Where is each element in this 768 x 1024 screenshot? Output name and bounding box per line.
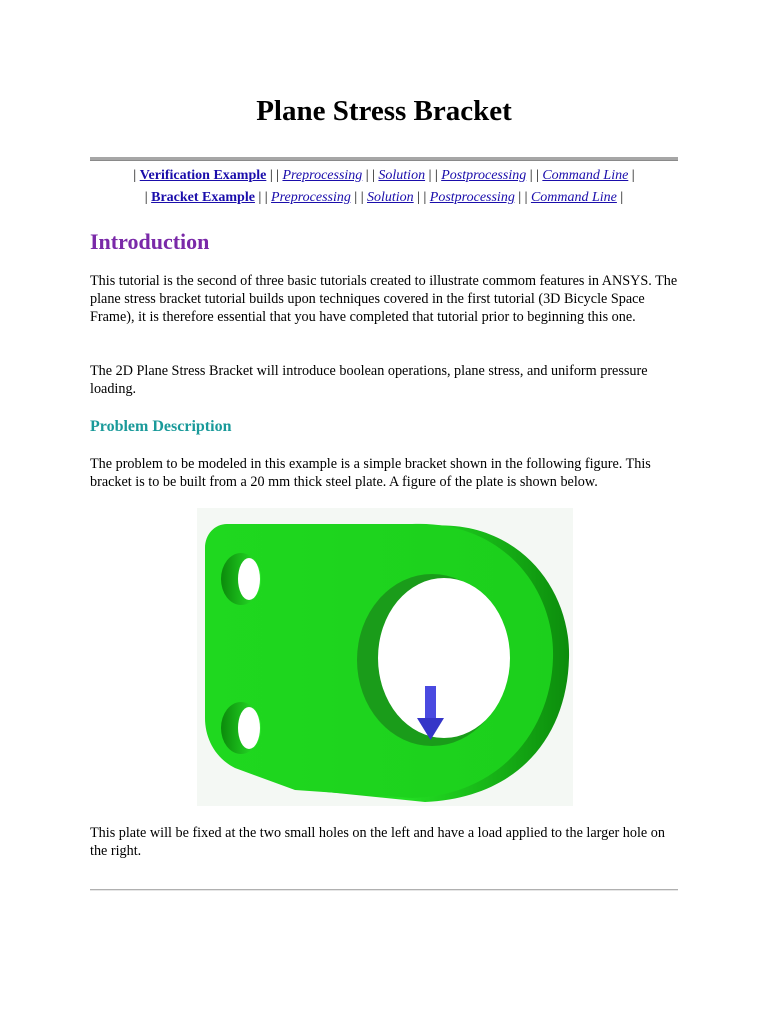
- nav-separator: |: [631, 168, 635, 183]
- header-divider: [90, 157, 678, 161]
- nav-separator: | |: [258, 190, 268, 205]
- nav-link-bracket-example[interactable]: Bracket Example: [151, 190, 255, 205]
- introduction-heading: Introduction: [90, 229, 210, 254]
- nav-separator: | |: [417, 190, 427, 205]
- nav-link-verification-solution[interactable]: Solution: [378, 168, 426, 183]
- nav-link-verification-postprocessing[interactable]: Postprocessing: [441, 168, 527, 183]
- nav-link-bracket-solution[interactable]: Solution: [367, 190, 414, 205]
- problem-paragraph-2: This plate will be fixed at the two small holes on the left and have a load applied to the larger hole on the right.: [90, 825, 665, 859]
- nav-separator: | |: [365, 168, 375, 183]
- small-hole-top-inner: [238, 558, 260, 600]
- bracket-figure: [197, 508, 573, 806]
- large-hole-inner: [378, 578, 510, 738]
- nav-separator: | |: [518, 190, 528, 205]
- nav-separator: | |: [354, 190, 364, 205]
- bracket-plate-illustration: [197, 508, 573, 806]
- nav-link-bracket-command-line[interactable]: Command Line: [530, 190, 617, 205]
- introduction-paragraph-1: This tutorial is the second of three basic tutorials created to illustrate commom features in ANSYS. The plane stress bracket tutorial builds upon techniques covered in the first tutorial (3D Bicycle Space Frame), it is therefore essential that you have completed that tutorial prior to beginning this one.: [90, 273, 678, 325]
- nav-separator: | |: [529, 168, 539, 183]
- small-hole-bottom-inner: [238, 707, 260, 749]
- nav-separator: |: [144, 190, 148, 205]
- footer-divider: [90, 889, 678, 891]
- problem-description-heading: Problem Description: [90, 418, 232, 435]
- introduction-paragraph-2: The 2D Plane Stress Bracket will introduce boolean operations, plane stress, and uniform pressure loading.: [90, 363, 648, 397]
- nav-link-verification-example[interactable]: Verification Example: [139, 168, 267, 183]
- nav-separator: |: [133, 168, 137, 183]
- nav-link-verification-command-line[interactable]: Command Line: [542, 168, 629, 183]
- page-title: Plane Stress Bracket: [256, 95, 512, 127]
- nav-separator: | |: [269, 168, 279, 183]
- nav-link-bracket-preprocessing[interactable]: Preprocessing: [271, 190, 351, 205]
- nav-row-verification: [90, 166, 678, 186]
- nav-separator: |: [620, 190, 624, 205]
- problem-paragraph-1: The problem to be modeled in this example is a simple bracket shown in the following figure. This bracket is to be built from a 20 mm thick steel plate. A figure of the plate is shown below.: [90, 456, 651, 490]
- nav-separator: | |: [428, 168, 438, 183]
- nav-link-bracket-postprocessing[interactable]: Postprocessing: [429, 190, 515, 205]
- nav-link-verification-preprocessing[interactable]: Preprocessing: [282, 168, 363, 183]
- nav-row-bracket: [90, 188, 678, 208]
